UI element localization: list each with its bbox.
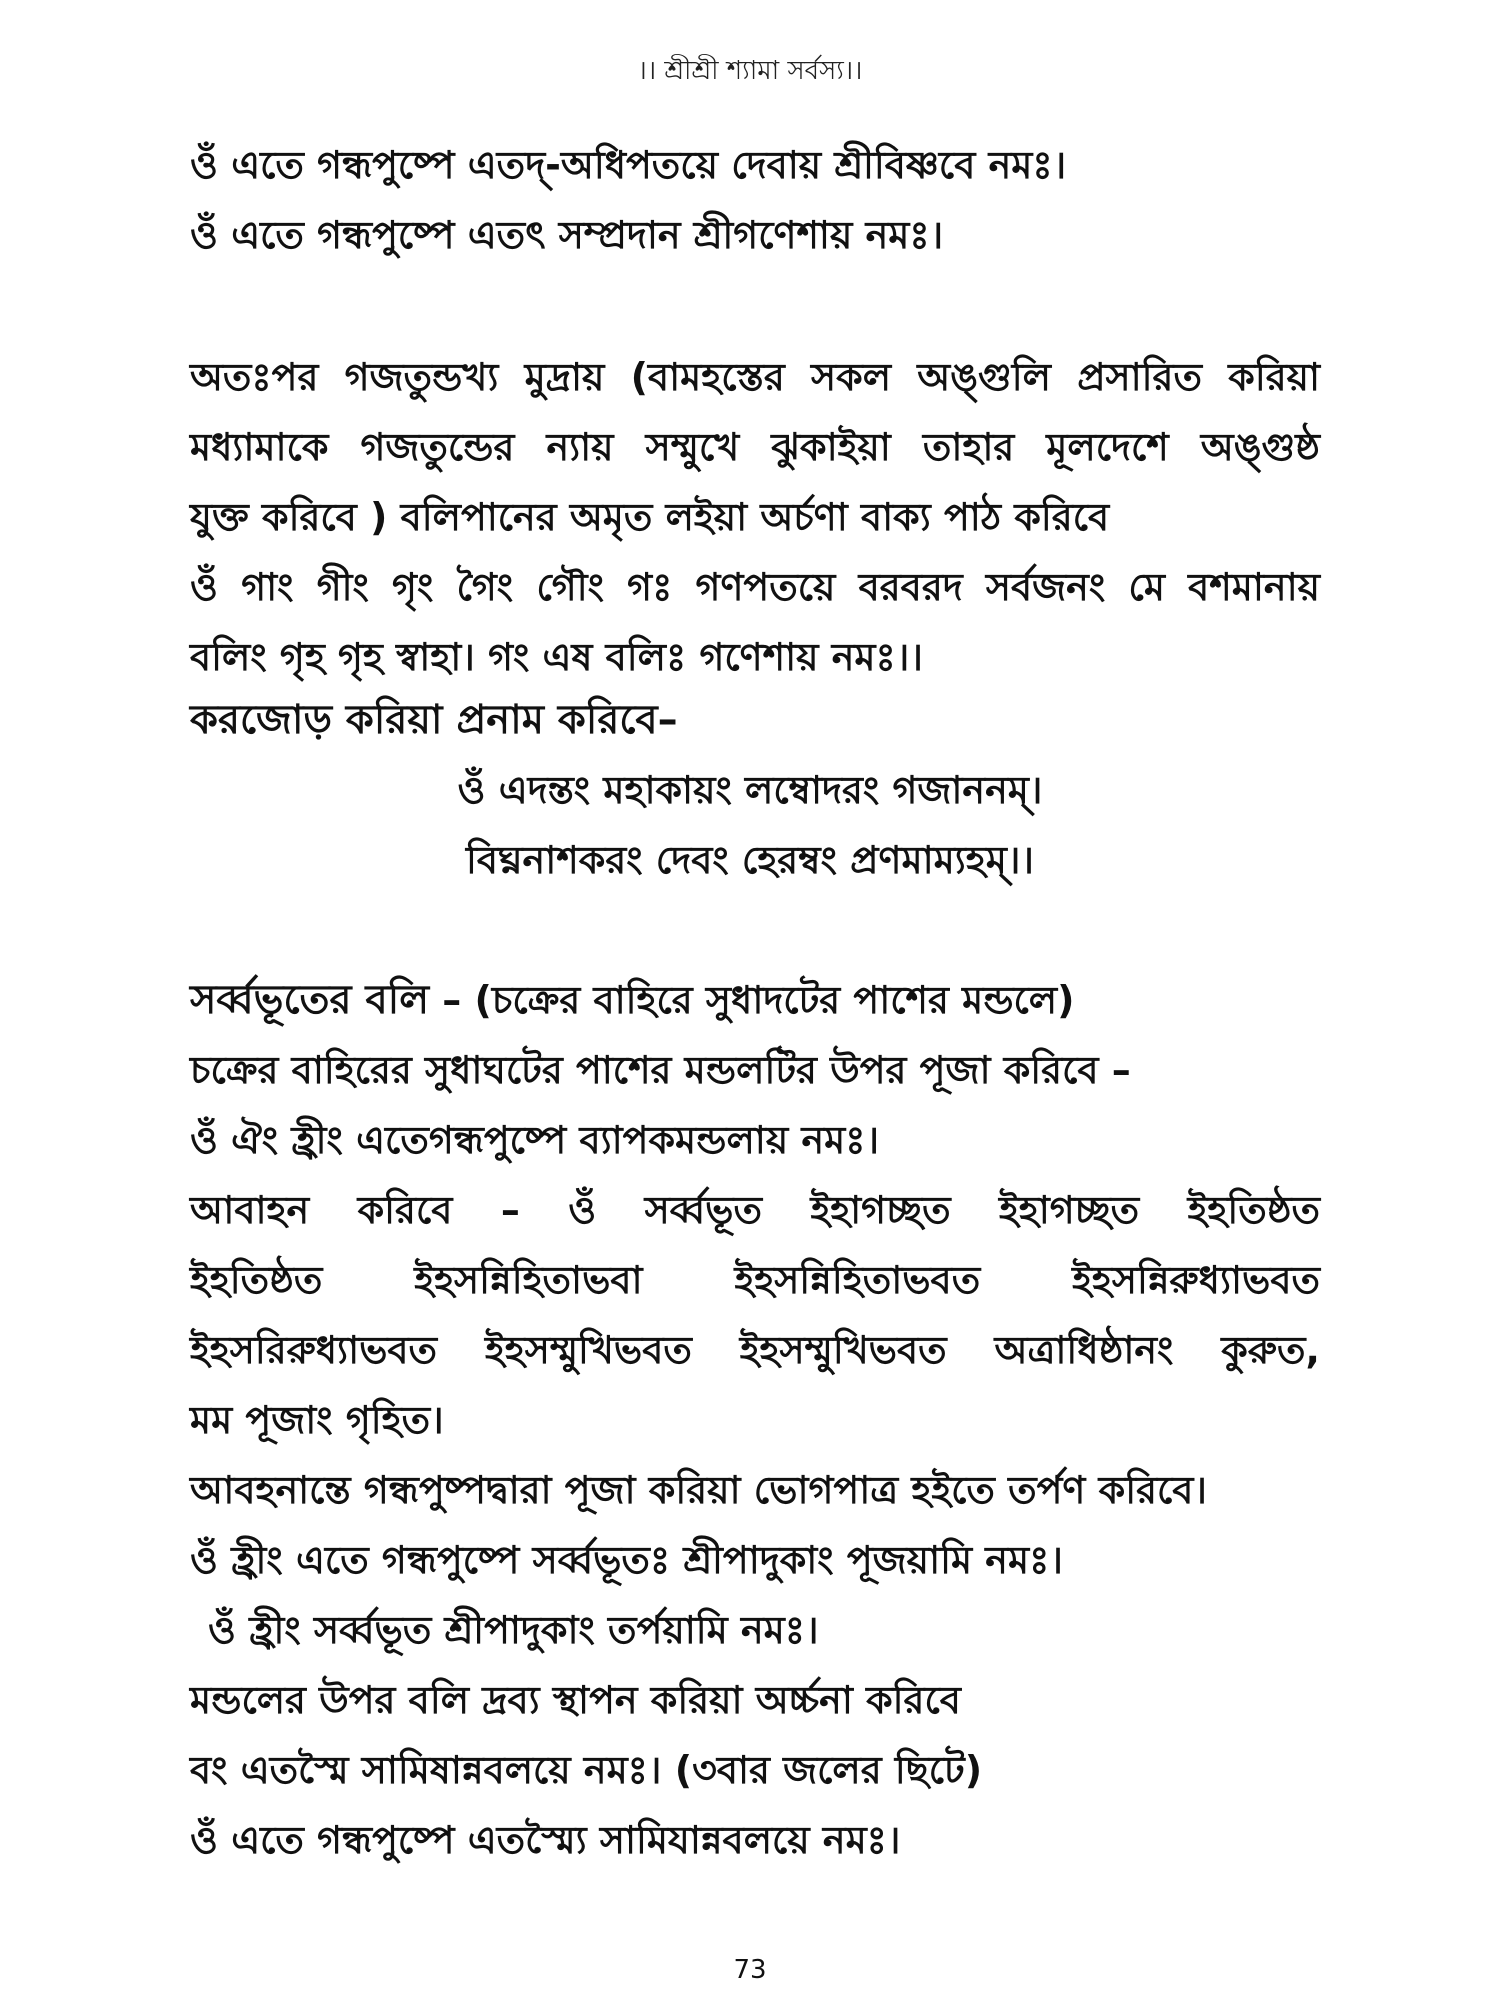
page-number: 73 [733,1955,767,1985]
text-line: চক্রের বাহিরের সুধাঘটের পাশের মন্ডলটির উপর পূজা করিবে – [190,1048,1131,1092]
instruction-heading: করজোড় করিয়া প্রনাম করিবে– [190,697,678,743]
text-line: মন্ডলের উপর বলি দ্রব্য স্থাপন করিয়া অর্চ্চনা করিবে [190,1678,961,1722]
section-subtitle: – (চক্রের বাহিরে সুধাদটের পাশের মন্ডলে) [429,978,1075,1022]
verse-line: ওঁ এদন্তং মহাকায়ং লম্বোদরং গজাননম্। [457,768,1043,812]
text-line: ওঁ এতে গন্ধপুষ্পে এতৎ সম্প্রদান শ্রীগণেশায় নমঃ। [190,213,944,257]
text-line: আবাহন করিবে – ওঁ সর্ব্বভূত ইহাগচ্ছত ইহাগচ্ছত ইহতিষ্ঠত [190,1188,1320,1232]
text-line: ওঁ গাং গীং গৃং গৈং গৌং গঃ গণপতয়ে বরবরদ সর্বজনং মে বশমানায় [190,565,1320,609]
section-heading [190,975,1075,1025]
section-title: সর্ব্বভূতের বলি [190,977,429,1023]
text-line: ওঁ এতে গন্ধপুষ্পে এতস্ম্যৈ সামিযান্নবলয়ে নমঃ। [190,1818,901,1862]
text-line: ওঁ এতে গন্ধপুষ্পে এতদ্-অধিপতয়ে দেবায় শ্রীবিষ্ণবে নমঃ। [190,143,1067,187]
verse-line: বিঘ্ননাশকরং দেবং হেরম্বং প্রণমাম্যহম্।। [465,838,1035,882]
text-line: ওঁ হ্রীং সর্ব্বভূত শ্রীপাদুকাং তর্পয়ামি নমঃ। [208,1608,819,1652]
text-line: ওঁ হ্রীং এতে গন্ধপুষ্পে সর্ব্বভূতঃ শ্রীপাদুকাং পূজয়ামি নমঃ। [190,1538,1063,1582]
text-line: আবহনান্তে গন্ধপুষ্পদ্বারা পূজা করিয়া ভোগপাত্র হইতে তর্পণ করিবে। [190,1468,1208,1512]
text-line: যুক্ত করিবে ) বলিপানের অমৃত লইয়া অর্চণা বাক্য পাঠ করিবে [190,495,1110,539]
text-line: ইহতিষ্ঠত ইহসন্নিহিতাভবা ইহসন্নিহিতাভবত ইহসন্নিরুধ্যাভবত [190,1258,1320,1302]
text-line: ইহসরিরুধ্যাভবত ইহসম্মুখিভবত ইহসম্মুখিভবত অত্রাধিষ্ঠানং কুরুত, [190,1328,1320,1372]
text-line: বং এতস্মৈ সামিষান্নবলয়ে নমঃ। (৩বার জলের ছিটে) [190,1748,983,1792]
text-line: ওঁ ঐং হ্রীং এতেগন্ধপুষ্পে ব্যাপকমন্ডলায় নমঃ। [190,1118,880,1162]
text-line: বলিং গৃহ গৃহ স্বাহা। গং এষ বলিঃ গণেশায় নমঃ।। [190,635,923,679]
text-line: মম পূজাং গৃহিত। [190,1398,444,1442]
text-line: অতঃপর গজতুন্ডখ্য মুদ্রায় (বামহস্তের সকল অঙ্গুলি প্রসারিত করিয়া [190,355,1320,399]
text-line: মধ্যামাকে গজতুন্ডের ন্যায় সম্মুখে ঝুকাইয়া তাহার মূলদেশে অঙ্গুষ্ঠ [190,425,1320,469]
page-header: ।। শ্রীশ্রী শ্যামা সর্বস্য।। [637,56,863,86]
